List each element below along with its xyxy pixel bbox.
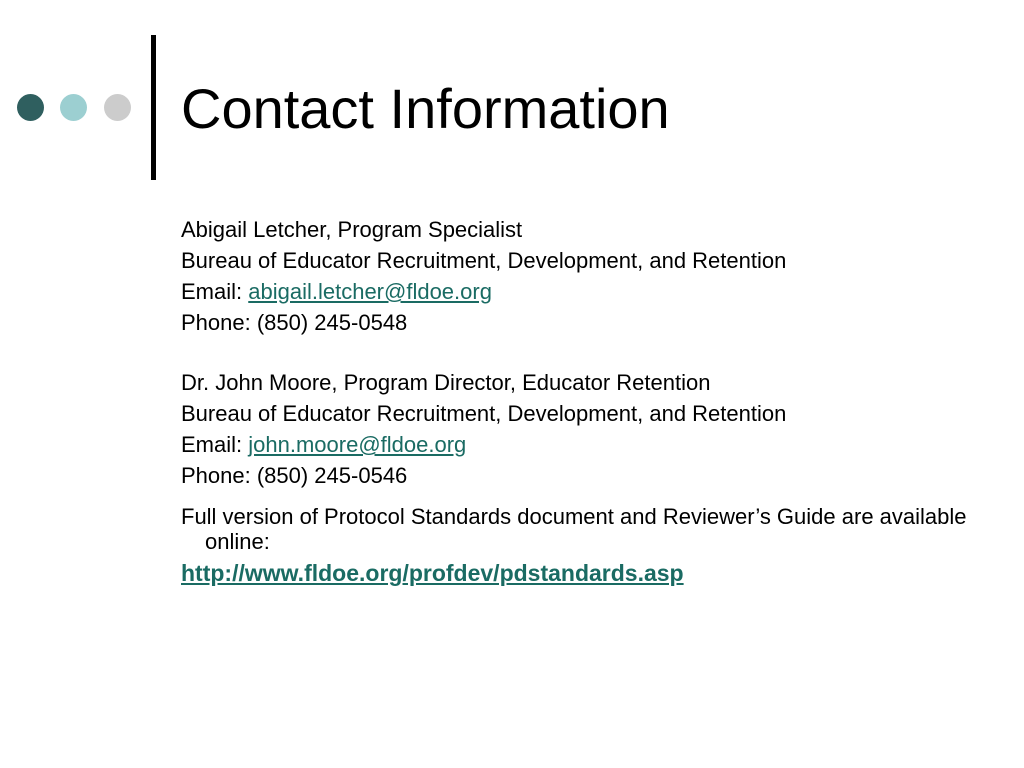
email-label: Email:	[181, 432, 249, 457]
contact-email-line	[181, 276, 981, 307]
email-link[interactable]: john.moore@fldoe.org	[248, 432, 467, 457]
availability-note: Full version of Protocol Standards document and Reviewer’s Guide are available online:	[181, 504, 967, 554]
light-teal-dot-icon	[60, 94, 87, 121]
contact-name-title: Dr. John Moore, Program Director, Educator Retention	[181, 370, 711, 395]
dark-teal-dot-icon	[17, 94, 44, 121]
contact-name-title: Abigail Letcher, Program Specialist	[181, 217, 523, 242]
spacer	[181, 491, 981, 500]
contact-block-letcher	[181, 214, 981, 338]
standards-url-link[interactable]: http://www.fldoe.org/profdev/pdstandards.asp	[181, 560, 684, 586]
decorative-dots	[17, 94, 132, 122]
slide-title: Contact Information	[181, 77, 670, 140]
contact-block-moore	[181, 367, 981, 491]
contact-email-line	[181, 429, 981, 460]
slide-body	[181, 214, 981, 589]
contact-phone: Phone: (850) 245-0546	[181, 463, 408, 488]
contact-bureau: Bureau of Educator Recruitment, Development, and Retention	[181, 401, 787, 426]
contact-bureau: Bureau of Educator Recruitment, Development, and Retention	[181, 248, 787, 273]
contact-phone: Phone: (850) 245-0548	[181, 310, 408, 335]
standards-url-line	[181, 558, 981, 589]
spacer	[181, 338, 981, 367]
gray-dot-icon	[104, 94, 131, 121]
email-label: Email:	[181, 279, 249, 304]
email-link[interactable]: abigail.letcher@fldoe.org	[248, 279, 492, 304]
title-divider	[151, 35, 156, 180]
